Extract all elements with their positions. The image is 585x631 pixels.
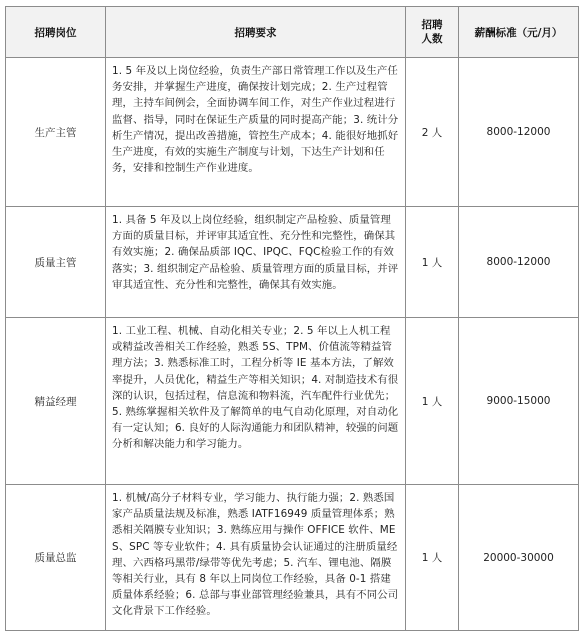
- recruitment-table-wrapper: [5, 6, 579, 631]
- cell-salary: 9000-15000: [459, 318, 579, 485]
- cell-requirements: 1. 5 年及以上岗位经验，负责生产部日常管理工作以及生产任务安排，并掌握生产进度，确保按计划完成；2. 生产过程管理，主持车间例会，全面协调车间工作，对生产作业过程进行监督、指导，同时在保证生产质量的同时提高产能；3. 统计分析生产情况，提出改善措施，管控生产成本；4. 能很好地抓好生产进度，有效的实施生产制度与计划，下达生产计划和任务，安排和控制生产作业进度。: [106, 58, 406, 207]
- cell-salary: 20000-30000: [459, 485, 579, 631]
- table-row: [6, 485, 579, 631]
- cell-headcount: 1 人: [406, 207, 459, 318]
- cell-headcount: 1 人: [406, 485, 459, 631]
- cell-requirements: 1. 工业工程、机械、自动化相关专业；2. 5 年以上人机工程或精益改善相关工作经验，熟悉 5S、TPM、价值流等精益管理方法；3. 熟悉标准工时，工程分析等 IE 基本方法，了解效率提升，人员优化，精益生产等相关知识；4. 对制造技术有很深的认识，包括过程，信息流和物料流，汽车配件行业优先；5. 熟练掌握相关软件及了解简单的电气自动化原理，对自动化有一定认知；6. 良好的人际沟通能力和团队精神，较强的问题分析和解决能力和学习能力。: [106, 318, 406, 485]
- cell-position: 质量主管: [6, 207, 106, 318]
- header-salary: 薪酬标准（元/月）: [459, 7, 579, 58]
- cell-salary: 8000-12000: [459, 58, 579, 207]
- cell-requirements: 1. 具备 5 年及以上岗位经验，组织制定产品检验、质量管理方面的质量目标，并评审其适宜性、充分性和完整性，确保其有效实施；2. 确保品质部 IQC、IPQC、FQC检验工作的有效落实；3. 组织制定产品检验、质量管理方面的质量目标，并评审其适宜性、充分性和完整性，确保其有效实施。: [106, 207, 406, 318]
- header-row: [6, 7, 579, 58]
- table-row: [6, 58, 579, 207]
- recruitment-table: [5, 6, 579, 631]
- header-position: 招聘岗位: [6, 7, 106, 58]
- cell-salary: 8000-12000: [459, 207, 579, 318]
- cell-requirements: 1. 机械/高分子材料专业，学习能力、执行能力强；2. 熟悉国家产品质量法规及标准，熟悉 IATF16949 质量管理体系；熟悉相关隔膜专业知识；3. 熟练应用与操作 OFFICE 软件、MES、SPC 等专业软件；4. 具有质量协会认证通过的注册质量经理、六西格玛黑带/绿带等优先考虑；5. 汽车、锂电池、隔膜等相关行业，具有 8 年以上同岗位工作经验，具备 0-1 搭建质量体系经验；6. 总部与事业部管理经验兼具，具有不同公司文化背景下工作经验。: [106, 485, 406, 631]
- cell-position: 精益经理: [6, 318, 106, 485]
- header-requirements: 招聘要求: [106, 7, 406, 58]
- table-row: [6, 318, 579, 485]
- cell-headcount: 1 人: [406, 318, 459, 485]
- table-row: [6, 207, 579, 318]
- header-headcount: [406, 7, 459, 58]
- cell-position: 质量总监: [6, 485, 106, 631]
- cell-position: 生产主管: [6, 58, 106, 207]
- cell-headcount: 2 人: [406, 58, 459, 207]
- header-headcount-label: 招聘人数: [421, 19, 443, 45]
